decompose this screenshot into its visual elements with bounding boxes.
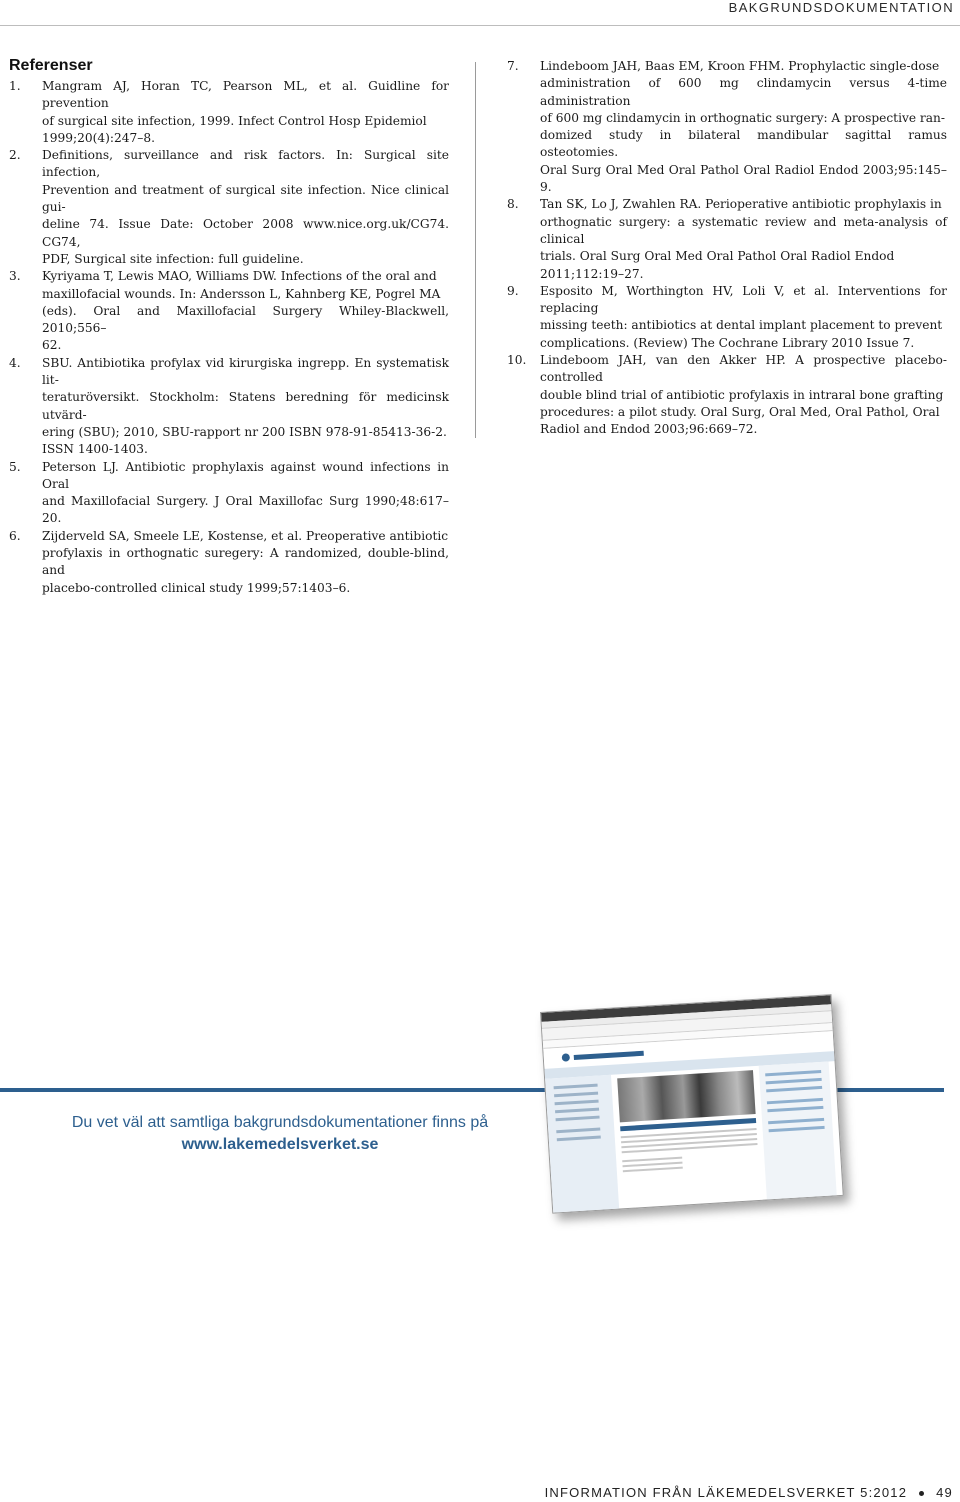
reference-text-line: ering (SBU); 2010, SBU-rapport nr 200 ISBN 978-91-85413-36-2. xyxy=(42,424,447,439)
reference-number: 4. xyxy=(9,355,21,370)
references-heading: Referenser xyxy=(9,57,93,74)
reference-text-line: Prevention and treatment of surgical site infection. Nice clinical gui- xyxy=(42,182,449,215)
reference-text-line: Definitions, surveillance and risk factors. In: Surgical site infection, xyxy=(42,148,449,180)
reference-number: 6. xyxy=(9,528,21,543)
reference-text-line: ISSN 1400-1403. xyxy=(42,442,148,457)
reference-text-line: Radiol and Endod 2003;96:669–72. xyxy=(540,422,758,437)
reference-item xyxy=(9,78,449,147)
reference-item xyxy=(507,283,947,352)
reference-text-line: profylaxis in orthognatic suregery: A randomized, double-blind, and xyxy=(42,546,449,578)
site-right-panel xyxy=(759,1061,837,1205)
reference-number: 10. xyxy=(507,353,527,368)
reference-text-line: of surgical site infection, 1999. Infect Control Hosp Epidemiol xyxy=(42,113,427,128)
banner-url-link[interactable]: www.lakemedelsverket.se xyxy=(181,1136,379,1153)
reference-text-line: SBU. Antibiotika profylax vid kirurgiska ingrepp. En systematisk lit- xyxy=(42,355,449,388)
footer-bullet-icon xyxy=(919,1491,924,1496)
page-footer xyxy=(545,1484,953,1502)
website-banner xyxy=(45,1112,515,1156)
reference-item xyxy=(9,528,449,597)
page-number: 49 xyxy=(936,1485,953,1500)
reference-number: 3. xyxy=(9,269,21,284)
reference-text-line: Mangram AJ, Horan TC, Pearson ML, et al. Guidline for prevention xyxy=(42,79,449,111)
reference-text-line: PDF, Surgical site infection: full guideline. xyxy=(42,251,304,266)
reference-text-line: 2011;112:19–27. xyxy=(540,266,644,281)
site-logo-icon xyxy=(562,1053,570,1061)
reference-text-line: 62. xyxy=(42,338,62,353)
reference-item xyxy=(507,58,947,196)
reference-text-line: Esposito M, Worthington HV, Loli V, et al. Interventions for replacing xyxy=(540,283,947,316)
reference-text-line: complications. (Review) The Cochrane Library 2010 Issue 7. xyxy=(540,335,915,350)
site-hero-photo xyxy=(617,1070,755,1122)
reference-item xyxy=(507,352,947,438)
reference-text-line: orthognatic surgery: a systematic review and meta-analysis of clinical xyxy=(540,214,947,246)
reference-item xyxy=(9,268,449,354)
reference-text-line: procedures: a pilot study. Oral Surg, Oral Med, Oral Pathol, Oral xyxy=(540,404,940,419)
reference-text-line: missing teeth: antibiotics at dental implant placement to prevent xyxy=(540,318,943,333)
reference-item xyxy=(9,459,449,528)
reference-text-line: double blind trial of antibiotic profylaxis in intraral bone grafting xyxy=(540,387,944,402)
reference-text-line: maxillofacial wounds. In: Andersson L, Kahnberg KE, Pogrel MA xyxy=(42,286,441,301)
website-screenshot-image xyxy=(540,994,844,1213)
column-divider xyxy=(475,62,476,438)
reference-text-line: Lindeboom JAH, van den Akker HP. A prospective placebo-controlled xyxy=(540,353,947,385)
reference-text-line: and Maxillofacial Surgery. J Oral Maxillofac Surg 1990;48:617–20. xyxy=(42,494,449,526)
reference-text-line: deline 74. Issue Date: October 2008 www.nice.org.uk/CG74. CG74, xyxy=(42,217,449,249)
reference-text-line: 1999;20(4):247–8. xyxy=(42,130,155,145)
reference-item xyxy=(507,196,947,282)
reference-text-line: Kyriyama T, Lewis MAO, Williams DW. Infections of the oral and xyxy=(42,269,437,284)
footer-publication: INFORMATION FRÅN LÄKEMEDELSVERKET 5:2012 xyxy=(544,1485,908,1500)
reference-text-line: Peterson LJ. Antibiotic prophylaxis against wound infections in Oral xyxy=(42,459,449,491)
reference-number: 5. xyxy=(9,459,21,474)
reference-text-line: teraturöversikt. Stockholm: Statens beredning för medicinsk utvärd- xyxy=(42,390,449,422)
reference-text-line: trials. Oral Surg Oral Med Oral Pathol Oral Radiol Endod xyxy=(540,249,895,264)
reference-number: 1. xyxy=(9,79,21,93)
site-logo-wordmark xyxy=(574,1051,644,1060)
banner-message: Du vet väl att samtliga bakgrundsdokumentationer finns på xyxy=(71,1114,489,1131)
references-left-column xyxy=(9,78,449,597)
reference-text-line: administration of 600 mg clindamycin versus 4-time administration xyxy=(540,76,947,108)
running-head: BAKGRUNDSDOKUMENTATION xyxy=(728,0,954,15)
reference-text-line: (eds). Oral and Maxillofacial Surgery Whiley-Blackwell, 2010;556– xyxy=(42,303,449,336)
reference-number: 2. xyxy=(9,148,21,163)
header-rule xyxy=(0,25,960,26)
reference-text-line: placebo-controlled clinical study 1999;57:1403–6. xyxy=(42,580,351,595)
reference-text-line: Zijderveld SA, Smeele LE, Kostense, et al. Preoperative antibiotic xyxy=(42,528,449,543)
reference-text-line: Tan SK, Lo J, Zwahlen RA. Perioperative antibiotic prophylaxis in xyxy=(540,197,942,212)
reference-text-line: domized study in bilateral mandibular sagittal ramus osteotomies. xyxy=(540,128,947,160)
reference-text-line: Lindeboom JAH, Baas EM, Kroon FHM. Prophylactic single-dose xyxy=(540,59,940,73)
reference-item xyxy=(9,355,449,459)
references-right-column xyxy=(507,58,947,439)
reference-text-line: Oral Surg Oral Med Oral Pathol Oral Radiol Endod 2003;95:145–9. xyxy=(540,162,947,195)
reference-item xyxy=(9,147,449,268)
site-sidebar xyxy=(545,1075,619,1214)
reference-number: 7. xyxy=(507,59,519,73)
reference-number: 9. xyxy=(507,283,519,298)
reference-text-line: of 600 mg clindamycin in orthognatic surgery: A prospective ran- xyxy=(540,110,945,125)
reference-number: 8. xyxy=(507,197,519,212)
